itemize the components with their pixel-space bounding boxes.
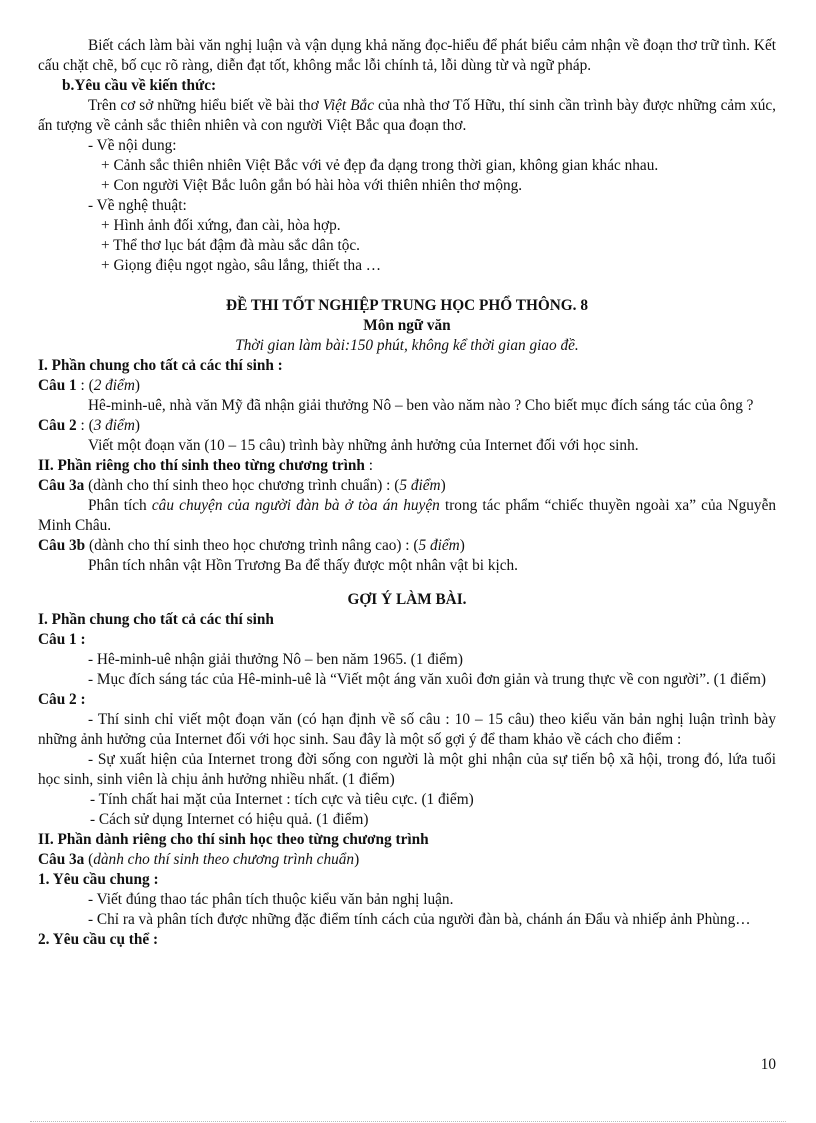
exam-title: ĐỀ THI TỐT NGHIỆP TRUNG HỌC PHỔ THÔNG. 8 (226, 297, 588, 314)
guide-q3a-header: Câu 3a (dành cho thí sinh theo chương trình chuẩn) (38, 851, 360, 868)
art-item: + Thể thơ lục bát đậm đà màu sắc dân tộc. (101, 237, 360, 254)
art-item: + Giọng điệu ngọt ngào, sâu lắng, thiết tha … (101, 257, 382, 274)
art-item: + Hình ảnh đối xứng, đan cài, hòa hợp. (101, 217, 341, 234)
guide-part2-heading: II. Phần dành riêng cho thí sinh học theo từng chương trình (38, 831, 429, 848)
guide-req-general: 1. Yêu cầu chung : (38, 871, 159, 888)
guide-q2-item: - Thí sinh chỉ viết một đoạn văn (có hạn định về số câu : 10 – 15 câu) theo kiểu văn bản nghị luận trình bày những ảnh hưởng của Internet đối với học sinh. Sau đây là một số gợi ý để tham khảo về cách cho điểm : (38, 711, 776, 748)
guide-q1-label: Câu 1 : (38, 631, 86, 648)
art-label: - Về nghệ thuật: (88, 197, 187, 214)
guide-q2-item: - Sự xuất hiện của Internet trong đời sống con người là một ghi nhận của sự tiến bộ xã hội, trong đó, lứa tuổi học sinh, sinh viên là chịu ảnh hưởng nhiều nhất. (1 điểm) (38, 751, 776, 788)
guide-part1-heading: I. Phần chung cho tất cả các thí sinh (38, 611, 274, 628)
knowledge-heading: b.Yêu cầu về kiến thức: (62, 77, 217, 94)
skills-paragraph: Biết cách làm bài văn nghị luận và vận dụng khả năng đọc-hiểu để phát biểu cảm nhận về đoạn thơ trữ tình. Kết cấu chặt chẽ, bố cục rõ ràng, diễn đạt tốt, không mắc lỗi chính tả, lỗi dùng từ và ngữ pháp. (38, 37, 776, 74)
content-item: + Con người Việt Bắc luôn gắn bó hài hòa với thiên nhiên thơ mộng. (101, 177, 523, 194)
content-label: - Về nội dung: (88, 137, 177, 154)
exam-q1-text: Hê-minh-uê, nhà văn Mỹ đã nhận giải thưởng Nô – ben vào năm nào ? Cho biết mục đích sáng tác của ông ? (88, 397, 754, 414)
guide-title: GỢI Ý LÀM BÀI. (347, 591, 467, 608)
poem-title: Việt Bắc (322, 97, 374, 114)
guide-req-general-item: - Chỉ ra và phân tích được những đặc điểm tính cách của người đàn bà, chánh án Đẩu và nhiếp ảnh Phùng… (88, 911, 751, 928)
knowledge-paragraph: Trên cơ sở những hiểu biết về bài thơ Việt Bắc của nhà thơ Tố Hữu, thí sinh cần trình bày được những cảm xúc, ấn tượng về cảnh sắc thiên nhiên và con người Việt Bắc qua đoạn thơ. (38, 97, 776, 134)
guide-req-specific: 2. Yêu cầu cụ thể : (38, 931, 159, 948)
exam-q3a-text: Phân tích câu chuyện của người đàn bà ở tòa án huyện trong tác phẩm “chiếc thuyền ngoài xa” của Nguyễn Minh Châu. (38, 497, 777, 534)
exam-subject: Môn ngữ văn (363, 317, 451, 334)
exam-q2-text: Viết một đoạn văn (10 – 15 câu) trình bày những ảnh hưởng của Internet đối với học sinh. (88, 437, 639, 454)
guide-q2-item: - Cách sử dụng Internet có hiệu quả. (1 điểm) (90, 811, 369, 828)
content-item: + Cảnh sắc thiên nhiên Việt Bắc với vẻ đẹp đa dạng trong thời gian, không gian khác nhau. (101, 157, 659, 174)
exam-time: Thời gian làm bài:150 phút, không kể thời gian giao đề. (235, 337, 579, 354)
guide-q1-item: - Mục đích sáng tác của Hê-minh-uê là “Viết một áng văn xuôi đơn giản và trung thực về con người”. (1 điểm) (88, 671, 766, 688)
exam-part1-heading: I. Phần chung cho tất cả các thí sinh : (38, 357, 283, 374)
guide-q1-item: - Hê-minh-uê nhận giải thưởng Nô – ben năm 1965. (1 điểm) (88, 651, 463, 668)
page-content (38, 36, 776, 950)
exam-part2-heading: II. Phần riêng cho thí sinh theo từng chương trình : (38, 457, 373, 474)
guide-req-general-item: - Viết đúng thao tác phân tích thuộc kiểu văn bản nghị luận. (88, 891, 454, 908)
exam-q1-header: Câu 1 : (2 điểm) (38, 377, 141, 394)
page-bottom-divider (30, 1121, 786, 1122)
page-number: 10 (760, 1056, 776, 1073)
guide-q2-item: - Tính chất hai mặt của Internet : tích cực và tiêu cực. (1 điểm) (90, 791, 474, 808)
exam-q2-header: Câu 2 : (3 điểm) (38, 417, 141, 434)
guide-q2-label: Câu 2 : (38, 691, 86, 708)
exam-q3b-text: Phân tích nhân vật Hồn Trương Ba để thấy được một nhân vật bi kịch. (88, 557, 519, 574)
exam-q3a-header: Câu 3a (dành cho thí sinh theo học chương trình chuẩn) : (5 điểm) (38, 477, 446, 494)
exam-q3b-header: Câu 3b (dành cho thí sinh theo học chương trình nâng cao) : (5 điểm) (38, 537, 465, 554)
